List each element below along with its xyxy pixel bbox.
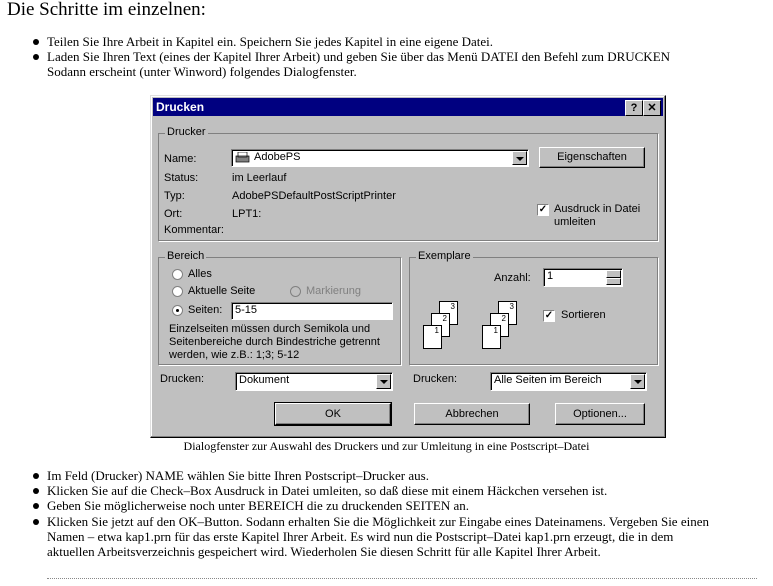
pages-hint-3: werden, wie z.B.: 1;3; 5-12 — [169, 349, 300, 361]
dialog-title: Drucken — [156, 100, 205, 114]
radio-current-label: Aktuelle Seite — [188, 285, 256, 297]
chevron-down-icon[interactable] — [630, 374, 645, 389]
status-value: im Leerlauf — [232, 172, 287, 184]
kommentar-label: Kommentar: — [164, 224, 224, 236]
cancel-button[interactable]: Abbrechen — [414, 403, 530, 425]
printer-group-label: Drucker — [167, 126, 206, 138]
step-1: Im Feld (Drucker) NAME wählen Sie bitte Ihren Postscript–Drucker aus. — [47, 468, 429, 483]
radio-current-page[interactable] — [172, 286, 183, 297]
intro-bullet-2-cont: Sodann erscheint (unter Winword) folgendes Dialogfenster. — [47, 64, 357, 79]
spinner-arrows[interactable] — [606, 270, 621, 285]
name-label: Name: — [164, 153, 197, 165]
step-4-cont-2: aktuellen Arbeitsverzeichnis gespeichert wird. Wiederholen Sie diesen Schritt für alle Kapitel Ihrer Arbeit. — [47, 544, 601, 559]
options-button[interactable]: Optionen... — [555, 403, 645, 425]
ok-button[interactable]: OK — [275, 403, 391, 425]
print-what-select[interactable]: Dokument — [235, 372, 393, 391]
radio-selection — [290, 286, 301, 297]
chevron-down-icon[interactable] — [376, 374, 391, 389]
step-2: Klicken Sie auf die Check–Box Ausdruck in Datei umleiten, so daß diese mit einem Häckchen versehen ist. — [47, 483, 607, 498]
print-what-label: Drucken: — [160, 373, 205, 385]
print-dialog: Drucken ? ✕ Drucker Name: AdobePS Eigenschaften Status: im Leerlauf Typ: AdobePSDefaultPostScriptPrinter Ort: LPT1: Kommentar: ✓ Ausdruck in Datei umleiten Bereich Alles Aktuelle Seite Markierung Seiten: 5-15 Einzelseiten müssen durch Semikola und Seitenbereiche durch Bindestriche getrennt werden, wie z.B.: 1;3; 5-12 Exemplare Anzahl: 1 3 2 1 3 2 1 ✓ Sortieren Drucken: Dokument Drucken: Alle Seiten im Bereich OK Abbrechen Optionen... — [150, 95, 666, 438]
range-group-label: Bereich — [167, 250, 205, 262]
intro-bullet-2: Laden Sie Ihren Text (eines der Kapitel Ihrer Arbeit) und geben Sie über das Menü DATEI den Befehl zum DRUCKEN — [47, 49, 670, 64]
redirect-checkbox[interactable]: ✓ — [538, 204, 548, 215]
printer-name-select[interactable]: AdobePS — [231, 149, 529, 167]
redirect-label: Ausdruck in Datei — [554, 203, 641, 215]
printer-icon — [235, 152, 250, 163]
typ-value: AdobePSDefaultPostScriptPrinter — [232, 190, 396, 202]
typ-label: Typ: — [164, 190, 185, 202]
pages-input[interactable]: 5-15 — [231, 302, 393, 320]
radio-all-label: Alles — [188, 268, 212, 280]
radio-pages[interactable] — [172, 305, 183, 316]
radio-selection-label: Markierung — [306, 285, 362, 297]
dialog-titlebar — [153, 98, 663, 116]
intro-bullet-1: Teilen Sie Ihre Arbeit in Kapitel ein. Speichern Sie jedes Kapitel in eine eigene Datei. — [47, 34, 493, 49]
figure-caption: Dialogfenster zur Auswahl des Druckers und zur Umleitung in eine Postscript–Datei — [183, 439, 590, 453]
chevron-down-icon[interactable] — [512, 151, 527, 165]
step-4: Klicken Sie jetzt auf den OK–Button. Sodann erhalten Sie die Möglichkeit zur Eingabe eines Dateinamens. Vergeben Sie einen — [47, 514, 709, 529]
radio-pages-label: Seiten: — [188, 304, 223, 316]
step-3: Geben Sie möglicherweise noch unter BEREICH die zu druckenden SEITEN an. — [47, 498, 469, 513]
close-button[interactable]: ✕ — [643, 100, 661, 116]
ort-label: Ort: — [164, 208, 183, 220]
redirect-label-2: umleiten — [554, 216, 596, 228]
copies-group-label: Exemplare — [418, 250, 471, 262]
copies-spinner[interactable]: 1 — [543, 268, 623, 287]
count-label: Anzahl: — [494, 272, 531, 284]
step-4-cont-1: Namen – etwa kap1.prn für das erste Kapitel Ihrer Arbeit. Es wird nun die Postscript–Datei kap1.prn erzeugt, die in dem — [47, 529, 674, 544]
pages-hint-2: Seitenbereiche durch Bindestriche getrennt — [169, 336, 380, 348]
page-heading: Die Schritte im einzelnen: — [7, 0, 206, 20]
ort-value: LPT1: — [232, 208, 262, 220]
sort-label: Sortieren — [561, 309, 606, 321]
print-pages-label: Drucken: — [413, 373, 458, 385]
status-label: Status: — [164, 172, 199, 184]
help-button[interactable]: ? — [625, 100, 643, 116]
sort-checkbox[interactable]: ✓ — [544, 310, 554, 321]
pages-hint-1: Einzelseiten müssen durch Semikola und — [169, 323, 371, 335]
divider — [47, 578, 757, 579]
radio-all[interactable] — [172, 269, 183, 280]
properties-button[interactable]: Eigenschaften — [539, 147, 645, 168]
print-pages-select[interactable]: Alle Seiten im Bereich — [490, 372, 647, 391]
